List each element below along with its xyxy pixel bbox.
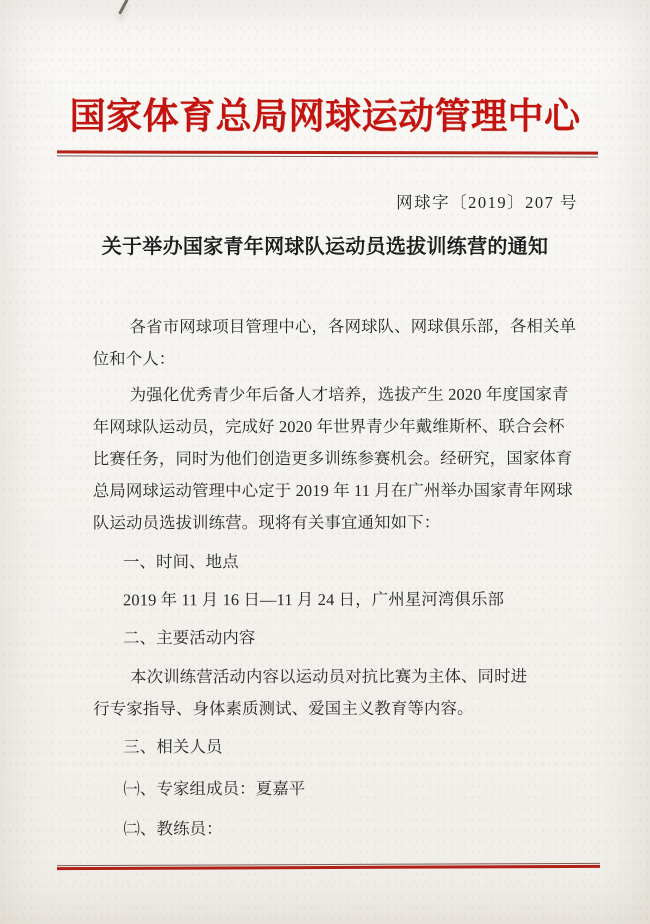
intro-line: 比赛任务，同时为他们创造更多训练参赛机会。经研究，国家体育 bbox=[92, 448, 573, 469]
personnel-item-experts: ㈠、专家组成员：夏嘉平 bbox=[123, 779, 306, 799]
issuing-org-title: 国家体育总局网球运动管理中心 bbox=[69, 96, 581, 136]
footer-double-rule bbox=[57, 863, 600, 870]
personnel-item-coaches: ㈡、教练员： bbox=[123, 819, 223, 839]
intro-line: 队运动员选拔训练营。现将有关事宜通知如下： bbox=[92, 512, 441, 533]
intro-line: 总局网球运动管理中心定于 2019 年 11 月在广州举办国家青年网球 bbox=[92, 480, 573, 501]
scan-smudge bbox=[118, 0, 129, 15]
header-rule-thick-line bbox=[57, 150, 598, 154]
section-heading-activities: 二、主要活动内容 bbox=[123, 628, 256, 648]
header-double-rule bbox=[57, 150, 598, 157]
salutation-line: 位和个人： bbox=[92, 349, 176, 369]
time-place-line: 2019 年 11 月 16 日—11 月 24 日，广州星河湾俱乐部 bbox=[123, 589, 505, 610]
document-number: 网球字〔2019〕207 号 bbox=[396, 193, 578, 212]
intro-line: 年网球队运动员，完成好 2020 年世界青少年戴维斯杯、联合会杯 bbox=[92, 416, 565, 437]
notice-body bbox=[92, 311, 577, 846]
header-rule-thin-line bbox=[57, 155, 598, 157]
activities-line: 行专家指导、身体素质测试、爱国主义教育等内容。 bbox=[93, 698, 474, 719]
salutation-line: 各省市网球项目管理中心，各网球队、网球俱乐部，各相关单 bbox=[129, 316, 577, 337]
section-heading-personnel: 三、相关人员 bbox=[123, 737, 223, 757]
notice-title: 关于举办国家青年网球队运动员选拔训练营的通知 bbox=[101, 236, 549, 258]
section-heading-time-place: 一、时间、地点 bbox=[122, 552, 239, 572]
intro-line: 为强化优秀青少年后备人才培养，选拔产生 2020 年度国家青 bbox=[129, 384, 569, 405]
activities-line: 本次训练营活动内容以运动员对抗比赛为主体、同时进 bbox=[130, 666, 528, 687]
